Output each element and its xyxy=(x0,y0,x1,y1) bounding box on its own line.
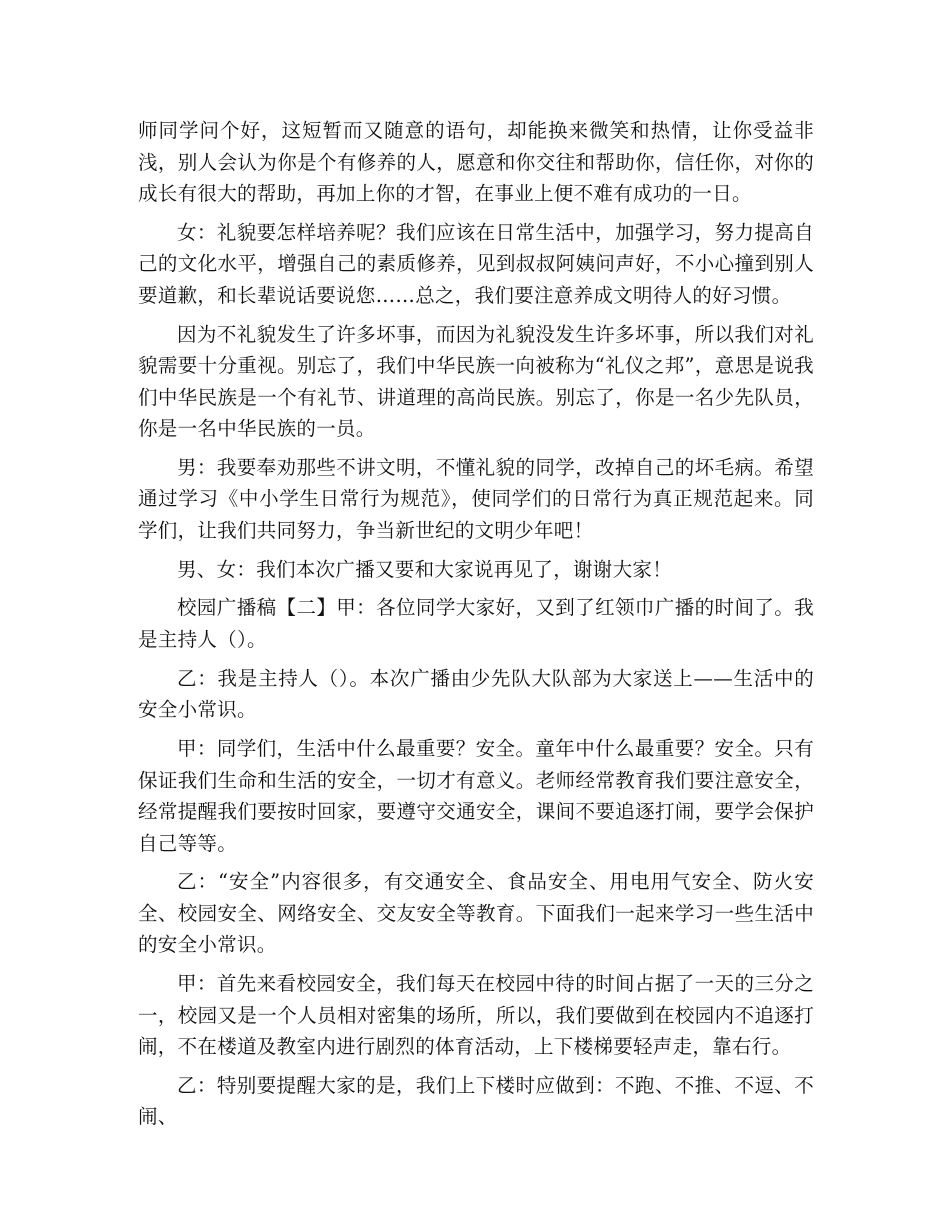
paragraph-6: 校园广播稿【二】甲：各位同学大家好，又到了红领巾广播的时间了。我是主持人（）。 xyxy=(138,596,814,651)
paragraph-3: 因为不礼貌发生了许多坏事，而因为礼貌没发生许多坏事，所以我们对礼貌需要十分重视。别忘了，我们中华民族一向被称为“礼仪之邦”，意思是说我们中华民族是一个有礼节、讲道理的高尚民族。别忘了，你是一名少先队员，你是一名中华民族的一员。 xyxy=(138,322,814,441)
paragraph-7: 乙：我是主持人（）。本次广播由少先队大队部为大家送上——生活中的安全小常识。 xyxy=(138,666,814,722)
paragraph-1: 师同学问个好，这短暂而又随意的语句，却能换来微笑和热情，让你受益非浅，别人会认为你是个有修养的人，愿意和你交往和帮助你，信任你，对你的成长有很大的帮助，再加上你的才智，在事业上便不难有成功的一日。 xyxy=(138,119,814,205)
document-body xyxy=(138,115,814,1140)
paragraph-4: 男：我要奉劝那些不讲文明，不懂礼貌的同学，改掉自己的坏毛病。希望通过学习《中小学生日常行为规范》，使同学们的日常行为真正规范起来。同学们，让我们共同努力，争当新世纪的文明少年吧！ xyxy=(138,455,814,542)
paragraph-11: 乙：特别要提醒大家的是，我们上下楼时应做到：不跑、不推、不逗、不闹、 xyxy=(138,1073,814,1129)
paragraph-8: 甲：同学们，生活中什么最重要？安全。童年中什么最重要？安全。只有保证我们生命和生活的安全，一切才有意义。老师经常教育我们要注意安全，经常提醒我们要按时回家，要遵守交通安全，课间不要追逐打闹，要学会保护自己等等。 xyxy=(138,737,814,855)
paragraph-10: 甲：首先来看校园安全，我们每天在校园中待的时间占据了一天的三分之一，校园又是一个人员相对密集的场所，所以，我们要做到在校园内不追逐打闹，不在楼道及教室内进行剧烈的体育活动，上下楼梯要轻声走，靠右行。 xyxy=(138,972,814,1059)
paragraph-5: 男、女：我们本次广播又要和大家说再见了，谢谢大家！ xyxy=(177,557,673,581)
paragraph-9: 乙：“安全”内容很多，有交通安全、食品安全、用电用气安全、防火安全、校园安全、网络安全、交友安全等教育。下面我们一起来学习一些生活中的安全小常识。 xyxy=(138,870,814,957)
paragraph-2: 女：礼貌要怎样培养呢？我们应该在日常生活中，加强学习，努力提高自己的文化水平，增强自己的素质修养，见到叔叔阿姨问声好，不小心撞到别人要道歉，和长辈说话要说您……总之，我们要注意养成文明待人的好习惯。 xyxy=(138,220,814,307)
